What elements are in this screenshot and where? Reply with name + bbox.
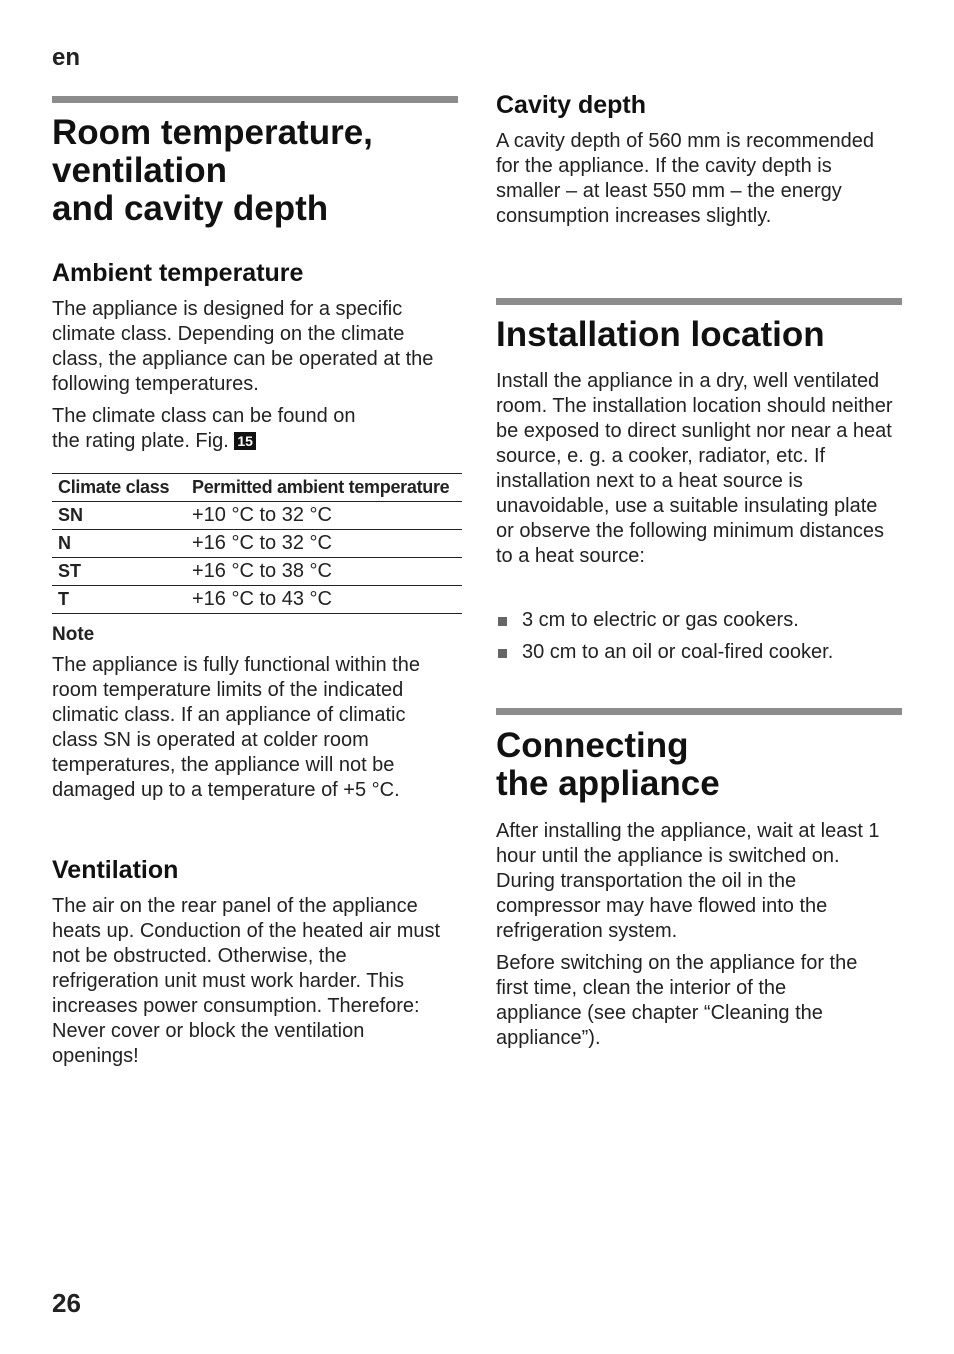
language-label: en: [52, 44, 81, 71]
distance-list: [496, 604, 902, 668]
heading-cavity-depth: Cavity depth: [496, 91, 647, 119]
list-item: [496, 636, 902, 668]
table-header-row: [52, 474, 462, 502]
title-line: Connecting: [496, 726, 689, 765]
cavity-depth-text: A cavity depth of 560 mm is recommended for the appliance. If the cavity depth is smaller – at least 550 mm – the energy consumption increases slightly.: [496, 130, 874, 227]
table-row: [52, 586, 462, 614]
list-item: [496, 604, 902, 636]
climate-class-line: The climate class can be found on: [52, 405, 356, 427]
section-rule: [52, 96, 458, 103]
section-title-connecting: [496, 727, 720, 803]
climate-class-table: [52, 473, 462, 614]
title-line: ventilation: [52, 151, 228, 190]
installation-text: Install the appliance in a dry, well ventilated room. The installation location should neither be exposed to direct sunlight nor near a heat source, e. g. a cooker, radiator, etc. If installation next to a heat source is unavoidable, use a suitable insulating plate or observe the following minimum distances to a heat source:: [496, 370, 893, 567]
bullet-square-icon: [498, 649, 507, 658]
climate-class-paragraph: [52, 404, 452, 454]
table-row: [52, 530, 462, 558]
page-number: 26: [52, 1288, 81, 1318]
column-header-temperature: Permitted ambient temperature: [186, 474, 462, 502]
climate-class-cell: N: [52, 530, 186, 558]
note-label: Note: [52, 624, 95, 645]
ventilation-text: The air on the rear panel of the appliance heats up. Conduction of the heated air must not be obstructed. Otherwise, the refrigeration unit must work harder. This increases power consumption. Therefore: Never cover or block the ventilation openings!: [52, 895, 441, 1067]
column-header-climate-class: Climate class: [52, 474, 186, 502]
climate-class-cell: ST: [52, 558, 186, 586]
figure-reference-badge: 15: [234, 432, 256, 450]
note-text: The appliance is fully functional within the room temperature limits of the indicated climatic class. If an appliance of climatic class SN is operated at colder room temperatures, the appliance will not be damaged up to a temperature of +5 °C.: [52, 654, 420, 801]
climate-class-cell: T: [52, 586, 186, 614]
temperature-cell: +16 °C to 38 °C: [186, 558, 462, 586]
table-row: [52, 558, 462, 586]
title-line: Room temperature,: [52, 113, 373, 152]
section-title-room-temperature: [52, 114, 472, 228]
temperature-cell: +16 °C to 43 °C: [186, 586, 462, 614]
section-title-installation-location: Installation location: [496, 315, 825, 354]
connecting-paragraph-1: After installing the appliance, wait at least 1 hour until the appliance is switched on. During transportation the oil in the compressor may have flowed into the refrigeration system.: [496, 820, 880, 942]
ambient-paragraph: The appliance is designed for a specific climate class. Depending on the climate class, the appliance can be operated at the following temperatures.: [52, 298, 434, 395]
climate-class-line: the rating plate. Fig.: [52, 430, 229, 452]
temperature-cell: +16 °C to 32 °C: [186, 530, 462, 558]
title-line: and cavity depth: [52, 189, 329, 228]
heading-ambient-temperature: Ambient temperature: [52, 259, 304, 287]
temperature-cell: +10 °C to 32 °C: [186, 502, 462, 530]
heading-ventilation: Ventilation: [52, 856, 179, 884]
title-line: the appliance: [496, 764, 720, 803]
climate-class-cell: SN: [52, 502, 186, 530]
table-row: [52, 502, 462, 530]
bullet-square-icon: [498, 617, 507, 626]
section-rule: [496, 708, 902, 715]
list-item-text: 30 cm to an oil or coal-fired cooker.: [522, 641, 834, 663]
section-rule: [496, 298, 902, 305]
list-item-text: 3 cm to electric or gas cookers.: [522, 609, 799, 631]
connecting-paragraph-2: Before switching on the appliance for the first time, clean the interior of the appliance (see chapter “Cleaning the appliance”).: [496, 952, 858, 1049]
